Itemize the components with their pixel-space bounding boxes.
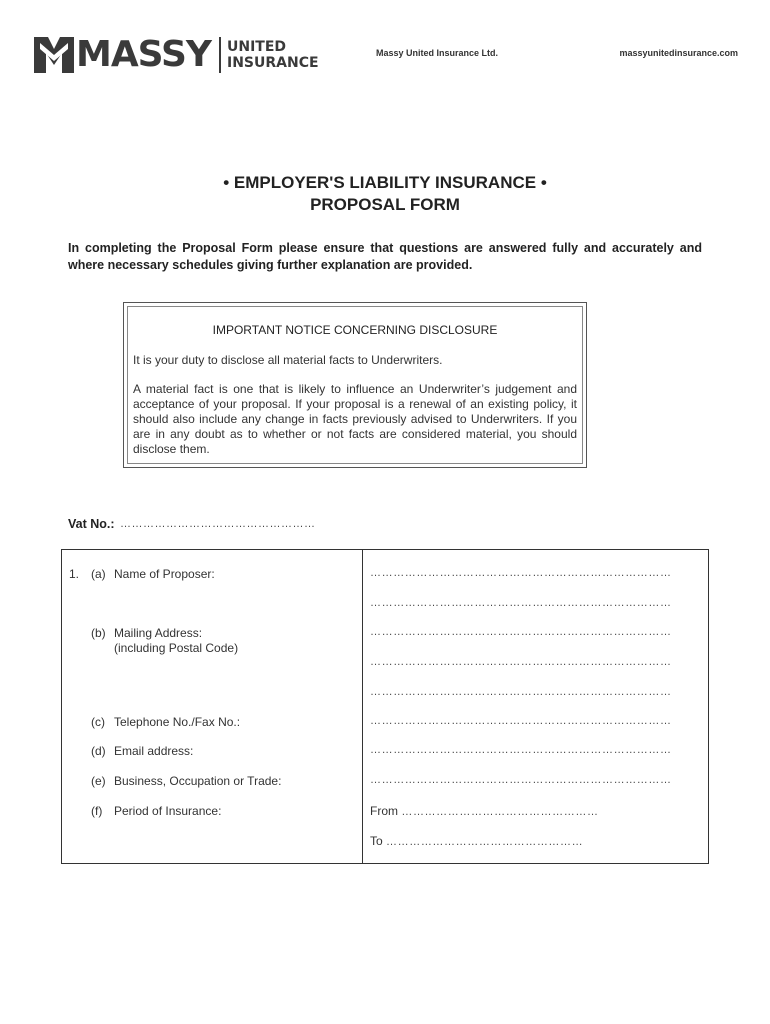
item-b-letter: (b)	[91, 626, 106, 640]
notice-title: IMPORTANT NOTICE CONCERNING DISCLOSURE	[212, 323, 498, 337]
period-from-field[interactable]: ……………………………………………	[401, 806, 599, 818]
massy-logo-icon	[34, 35, 74, 75]
telephone-fax-label: Telephone No./Fax No.:	[114, 715, 241, 729]
name-of-proposer-field-2[interactable]: ……………………………………………………………………	[370, 597, 672, 609]
item-d-letter: (d)	[91, 744, 106, 758]
logo-subtitle	[227, 39, 319, 71]
name-of-proposer-label: Name of Proposer:	[114, 567, 215, 581]
column-divider	[362, 550, 363, 863]
massy-logo	[34, 34, 319, 76]
company-name: Massy United Insurance Ltd.	[376, 48, 499, 58]
period-to-field[interactable]: ……………………………………………	[386, 836, 584, 848]
item-a-letter: (a)	[91, 567, 106, 581]
logo-word: MASSY	[76, 34, 211, 75]
item-c-letter: (c)	[91, 715, 105, 729]
mailing-address-field-1[interactable]: ……………………………………………………………………	[370, 626, 672, 638]
notice-inner-border	[127, 306, 583, 464]
item-e-letter: (e)	[91, 774, 106, 788]
website-link[interactable]: massyunitedinsurance.com	[619, 48, 738, 58]
proposer-details-table	[61, 549, 709, 864]
mailing-address-field-3[interactable]: ……………………………………………………………………	[370, 686, 672, 698]
title-line1: • EMPLOYER'S LIABILITY INSURANCE •	[223, 173, 547, 192]
email-address-field[interactable]: ……………………………………………………………………	[370, 744, 672, 756]
period-from-row	[370, 804, 599, 818]
period-to-row	[370, 834, 583, 848]
item-f-letter: (f)	[91, 804, 103, 818]
title-line2: PROPOSAL FORM	[310, 195, 460, 214]
logo-sub-line1: UNITED	[227, 39, 287, 55]
logo-sub-line2: INSURANCE	[227, 55, 319, 71]
notice-paragraph-2: A material fact is one that is likely to influence an Underwriter’s judgement and acceptance of your proposal. If your proposal is a renewal of an existing policy, it should also include any change in facts previously advised to Underwriters. If you are in any doubt as to whether or not facts are considered material, you should disclose them.	[133, 382, 577, 456]
vat-label: Vat No.:	[68, 517, 115, 531]
period-from-label: From	[370, 804, 398, 818]
question-number: 1.	[69, 567, 80, 581]
email-address-label: Email address:	[114, 744, 194, 758]
page-header	[34, 34, 740, 78]
intro-paragraph: In completing the Proposal Form please ensure that questions are answered fully and accurately and where necessary schedules giving further explanation are provided.	[68, 241, 702, 272]
mailing-address-sublabel: (including Postal Code)	[114, 641, 239, 655]
vat-field[interactable]: ……………………………………………	[120, 518, 316, 530]
name-of-proposer-field-1[interactable]: ……………………………………………………………………	[370, 567, 672, 579]
document-title	[0, 172, 770, 216]
period-of-insurance-label: Period of Insurance:	[114, 804, 222, 818]
mailing-address-label: Mailing Address:	[114, 626, 203, 640]
logo-divider	[219, 37, 221, 73]
period-to-label: To	[370, 834, 383, 848]
business-occupation-field[interactable]: ……………………………………………………………………	[370, 774, 672, 786]
telephone-fax-field[interactable]: ……………………………………………………………………	[370, 715, 672, 727]
notice-paragraph-1: It is your duty to disclose all material facts to Underwriters.	[133, 353, 443, 367]
mailing-address-field-2[interactable]: ……………………………………………………………………	[370, 656, 672, 668]
disclosure-notice-box	[123, 302, 587, 468]
business-occupation-label: Business, Occupation or Trade:	[114, 774, 282, 788]
